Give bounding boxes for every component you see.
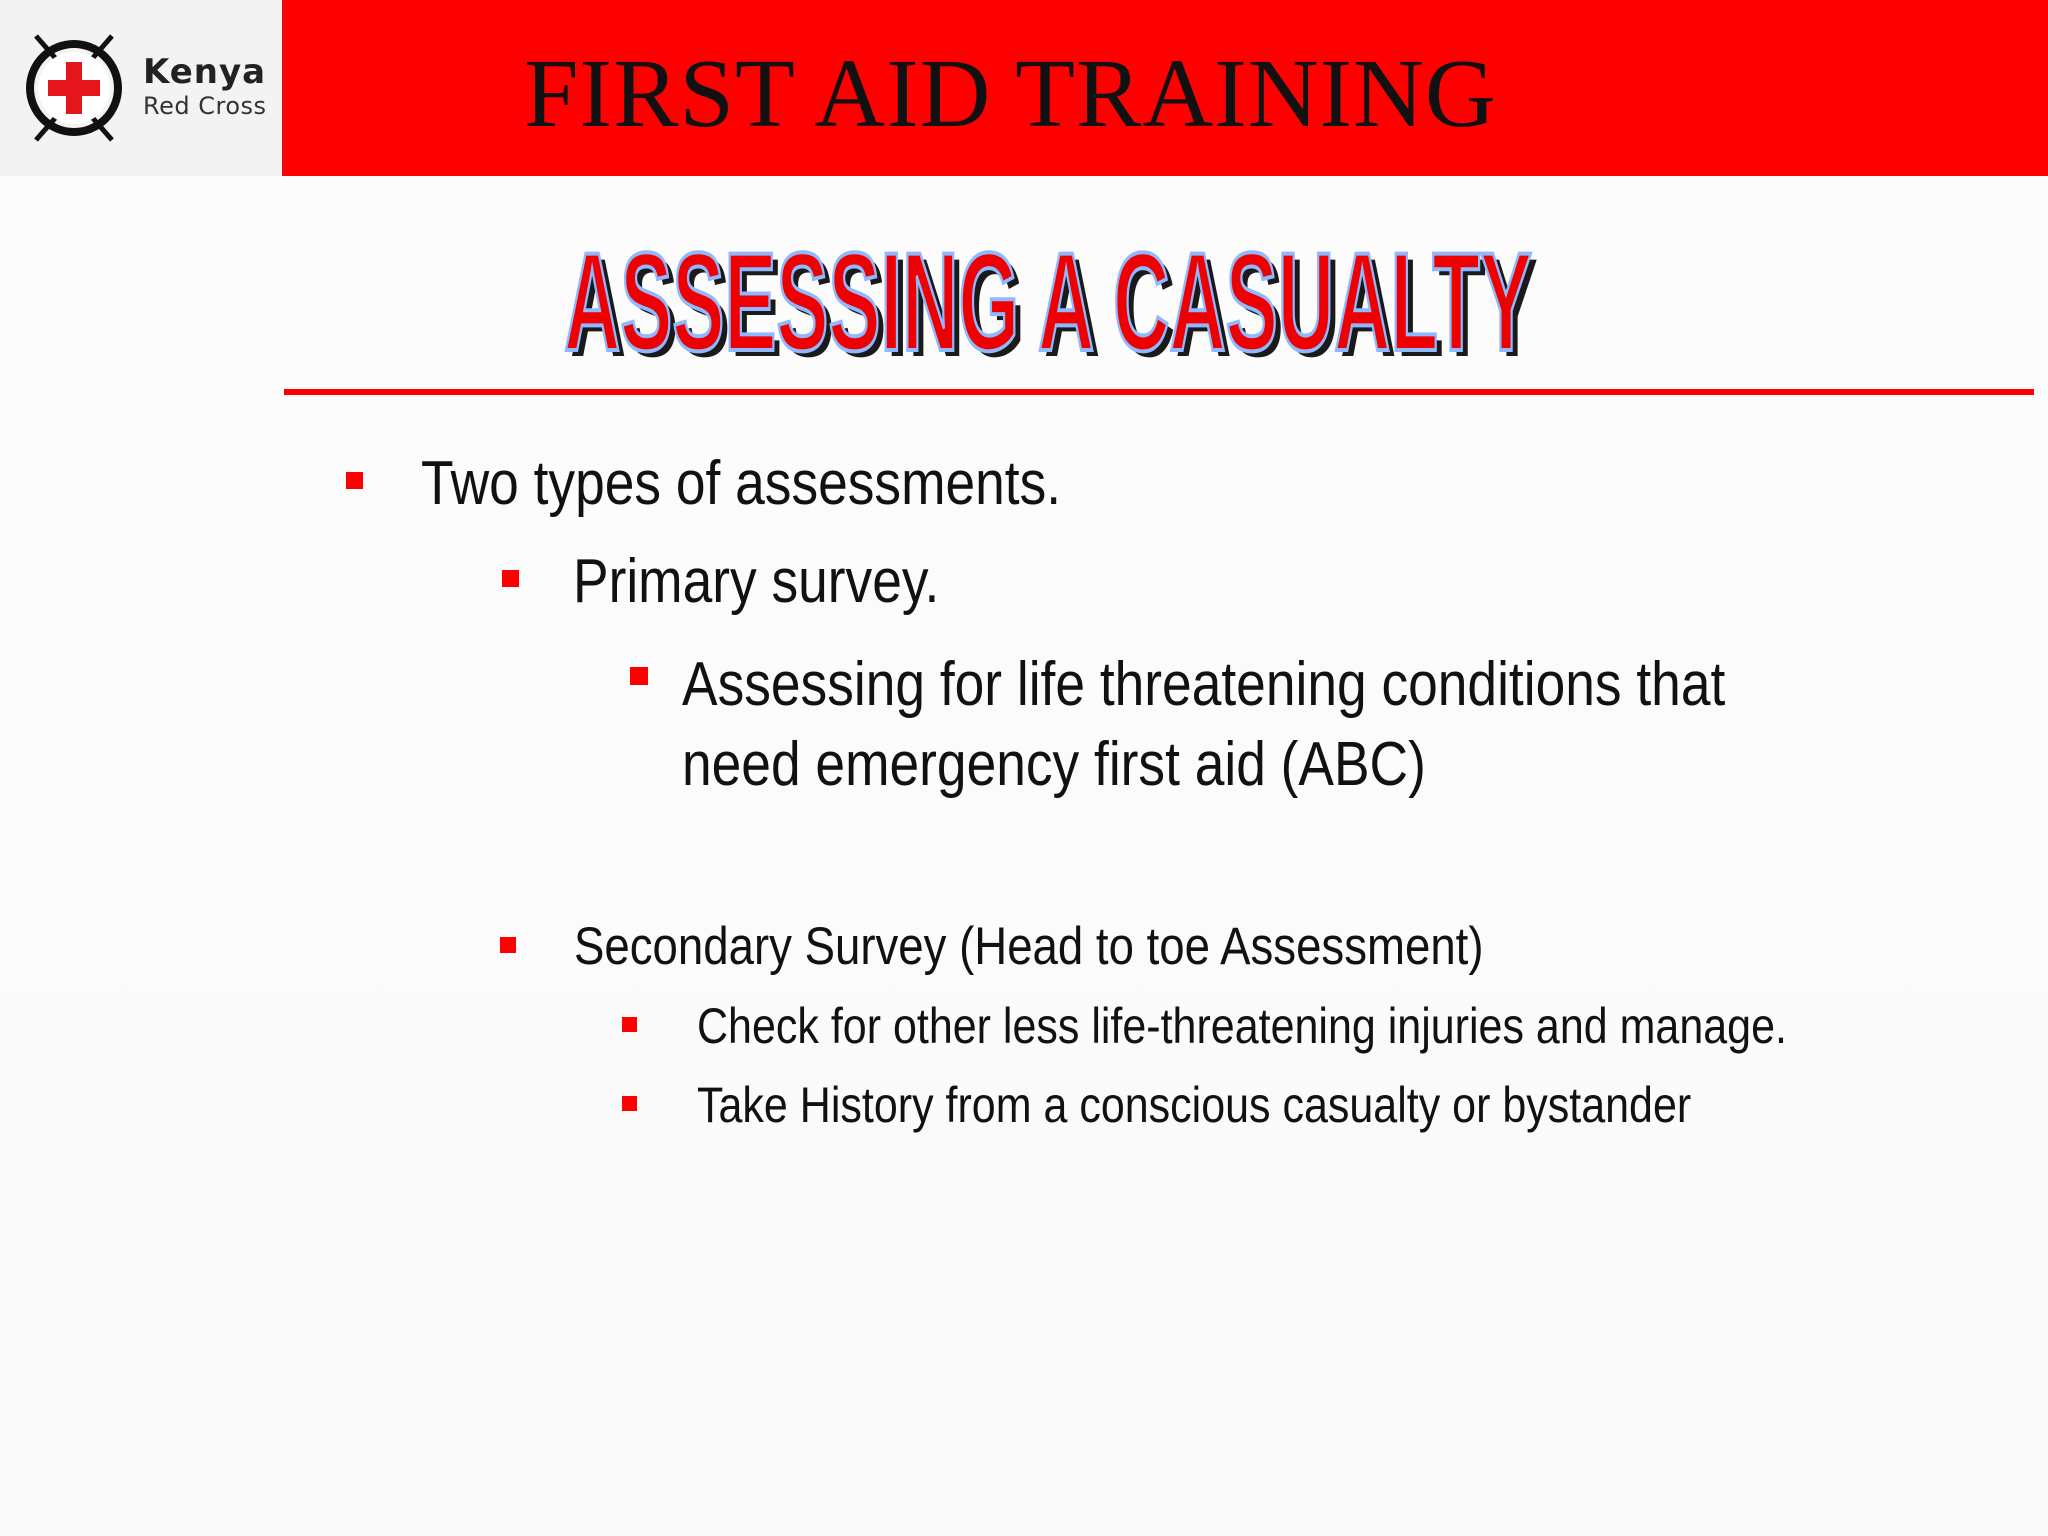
bullet-item bbox=[630, 645, 2000, 805]
bullet-square-icon bbox=[346, 472, 363, 489]
logo-text-kenya: Kenya bbox=[143, 52, 267, 92]
subtitle-wordart bbox=[560, 212, 1540, 386]
bullet-text: Secondary Survey (Head to toe Assessment) bbox=[574, 917, 1484, 976]
bullet-text: Two types of assessments. bbox=[421, 449, 1062, 518]
bullet-item bbox=[622, 1074, 1853, 1136]
bullet-square-icon bbox=[502, 570, 519, 587]
bullet-item bbox=[346, 448, 1165, 520]
subtitle bbox=[560, 212, 1540, 386]
bullet-text: Assessing for life threatening conditions that need emergency first aid (ABC) bbox=[682, 650, 1726, 799]
bullet-text: Primary survey. bbox=[573, 547, 940, 616]
bullet-square-icon bbox=[630, 667, 648, 685]
red-cross-emblem-icon bbox=[18, 28, 130, 148]
bullet-square-icon bbox=[622, 1096, 637, 1111]
bullet-text: Take History from a conscious casualty or bystander bbox=[697, 1077, 1692, 1133]
bullet-square-icon bbox=[622, 1017, 637, 1032]
bullet-square-icon bbox=[500, 937, 516, 953]
logo bbox=[0, 0, 282, 176]
subtitle-shadow: ASSESSING A CASUALTY bbox=[570, 229, 1538, 386]
logo-text-red-cross: Red Cross bbox=[143, 92, 267, 120]
bullet-text: Check for other less life-threatening injuries and manage. bbox=[697, 998, 1787, 1054]
header-title: FIRST AID TRAINING bbox=[524, 40, 1497, 148]
bullet-item bbox=[502, 546, 999, 618]
subtitle-text: ASSESSING A CASUALTY bbox=[564, 223, 1532, 380]
divider-line bbox=[284, 389, 2034, 395]
bullet-item bbox=[622, 995, 1964, 1057]
bullet-item bbox=[500, 915, 1632, 979]
